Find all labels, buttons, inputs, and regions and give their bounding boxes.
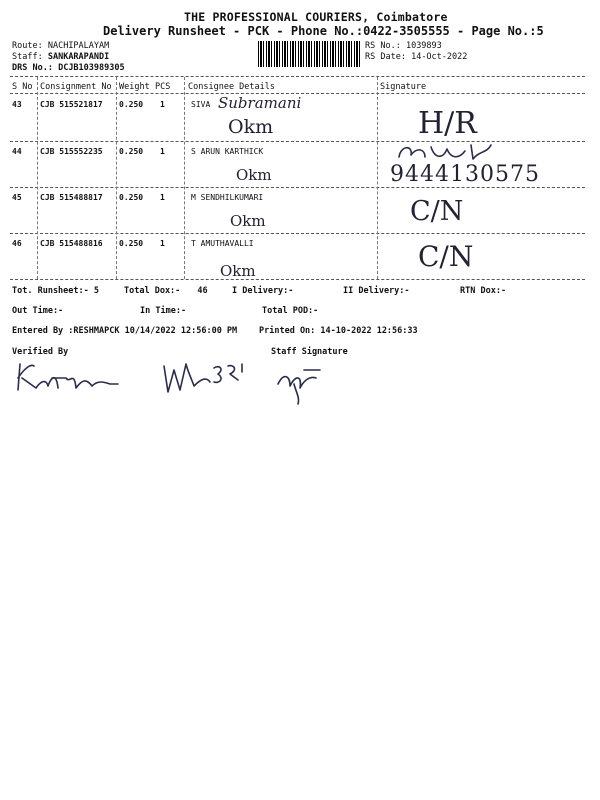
row-consignment: CJB 515488817 [40, 193, 103, 202]
column-divider [377, 77, 378, 279]
row-divider [10, 187, 585, 188]
handwritten-distance: Okm [230, 212, 266, 230]
row-consignment: CJB 515488816 [40, 239, 103, 248]
total-dox [124, 286, 208, 296]
handwritten-signature: C/N [410, 196, 464, 227]
staff-label: Staff: [12, 52, 43, 62]
row-sno: 44 [12, 147, 22, 156]
route-value: NACHIPALAYAM [47, 41, 110, 51]
column-divider [184, 77, 185, 279]
column-divider [37, 77, 38, 279]
row-consignee: T AMUTHAVALLI [191, 239, 254, 248]
rs-date-label: RS Date: [365, 52, 406, 62]
tot-runsheet-value: 5 [93, 286, 100, 296]
route-label: Route: [12, 41, 43, 51]
staff-signature-label: Staff Signature [271, 347, 348, 357]
verifier-initials [158, 358, 248, 398]
col-header-sno: S No [12, 82, 33, 92]
row-sno: 45 [12, 193, 22, 202]
col-header-consignee: Consignee Details [188, 82, 275, 92]
ii-delivery-label: II Delivery:- [343, 286, 410, 296]
row-consignment: CJB 515552235 [40, 147, 103, 156]
handwritten-phone: 9444130575 [390, 162, 540, 187]
staff-signature-mark [270, 362, 330, 406]
row-weight: 0.250 [119, 100, 144, 109]
row-sno: 46 [12, 239, 22, 248]
rs-no-line [365, 41, 442, 51]
row-sno: 43 [12, 100, 22, 109]
handwritten-distance: Okm [228, 116, 274, 138]
out-time-label: Out Time:- [12, 306, 64, 316]
tot-runsheet-label: Tot. Runsheet:- [12, 286, 89, 296]
row-pcs: 1 [160, 193, 165, 202]
row-weight: 0.250 [119, 239, 144, 248]
rtn-dox-label: RTN Dox:- [460, 286, 507, 296]
route-line [12, 41, 109, 51]
col-header-weight: Weight [119, 82, 150, 92]
company-name: THE PROFESSIONAL COURIERS, Coimbatore [184, 10, 448, 24]
handwritten-signature: H/R [418, 106, 477, 141]
table-bottom-rule [10, 279, 585, 280]
verifier-signature [12, 360, 122, 396]
verified-by-label: Verified By [12, 347, 69, 357]
total-dox-label: Total Dox:- [124, 286, 181, 296]
drs-label: DRS No.: [12, 63, 53, 73]
col-header-consignment: Consignment No [40, 82, 112, 92]
rs-date-line [365, 52, 467, 62]
row-weight: 0.250 [119, 193, 144, 202]
rs-date-value: 14-Oct-2022 [411, 52, 468, 62]
drs-value: DCJB103989305 [58, 63, 125, 73]
i-delivery-label: I Delivery:- [232, 286, 294, 296]
in-time-label: In Time:- [140, 306, 187, 316]
handwritten-distance: Okm [236, 166, 272, 184]
printed-on: Printed On: 14-10-2022 12:56:33 [259, 326, 418, 336]
rs-no-label: RS No.: [365, 41, 401, 51]
table-top-rule [10, 76, 585, 77]
drs-line [12, 63, 125, 73]
column-divider [116, 77, 117, 279]
total-pod-label: Total POD:- [262, 306, 319, 316]
row-consignment: CJB 515521817 [40, 100, 103, 109]
col-header-pcs: PCS [155, 82, 171, 92]
total-dox-value: 46 [197, 286, 208, 296]
col-header-signature: Signature [380, 82, 427, 92]
row-consignee: S ARUN KARTHICK [191, 147, 264, 156]
row-consignee: M SENDHILKUMARI [191, 193, 264, 202]
staff-line [12, 52, 109, 62]
handwritten-signature: C/N [418, 240, 474, 273]
runsheet-title: Delivery Runsheet - PCK - Phone No.:0422-3505555 - Page No.:5 [103, 24, 544, 38]
row-consignee: SIVA [191, 100, 211, 109]
handwritten-distance: Okm [220, 262, 256, 280]
row-pcs: 1 [160, 239, 165, 248]
tot-runsheet [12, 286, 99, 296]
row-weight: 0.250 [119, 147, 144, 156]
handwritten-name: Subramani [218, 94, 302, 112]
row-pcs: 1 [160, 147, 165, 156]
row-divider [10, 233, 585, 234]
rs-no-value: 1039893 [405, 41, 442, 51]
barcode [258, 41, 360, 67]
entered-by: Entered By :RESHMAPCK 10/14/2022 12:56:00 PM [12, 326, 238, 336]
row-pcs: 1 [160, 100, 165, 109]
staff-value: SANKARAPANDI [47, 52, 110, 62]
row-divider [10, 141, 585, 142]
